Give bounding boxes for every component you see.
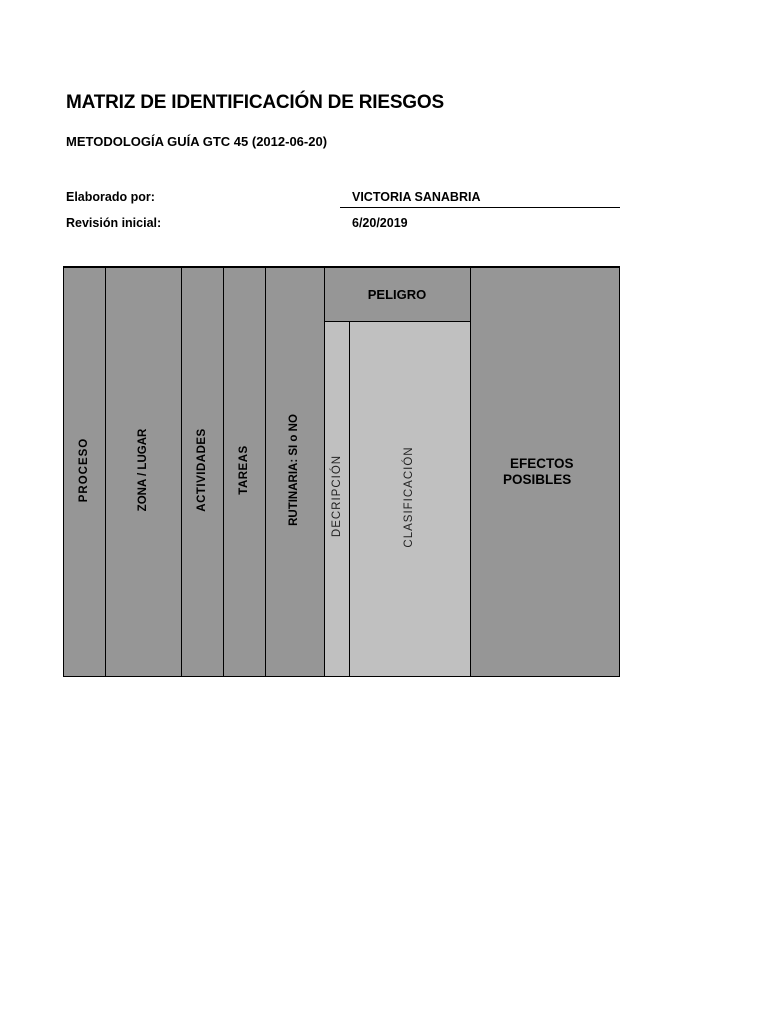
actividades-header: ACTIVIDADES xyxy=(196,428,208,512)
rutinaria-header: RUTINARIA: SI o NO xyxy=(288,414,300,526)
revision-label: Revisión inicial: xyxy=(66,216,162,230)
proceso-header: PROCESO xyxy=(78,437,90,503)
tareas-header: TAREAS xyxy=(238,445,250,495)
matrix-right-border xyxy=(619,266,620,677)
elaborado-underline xyxy=(340,207,620,208)
clasificacion-header: CLASIFICACIÓN xyxy=(403,446,415,548)
matrix-left-border xyxy=(63,266,64,677)
elaborado-label: Elaborado por: xyxy=(66,190,155,204)
document-title: MATRIZ DE IDENTIFICACIÓN DE RIESGOS xyxy=(66,92,444,113)
divider xyxy=(105,266,106,677)
divider xyxy=(349,322,350,677)
document-subtitle: METODOLOGÍA GUÍA GTC 45 (2012-06-20) xyxy=(66,134,328,149)
zona-lugar-header: ZONA / LUGAR xyxy=(137,428,149,512)
divider xyxy=(470,266,471,677)
divider xyxy=(223,266,224,677)
matrix-bottom-border xyxy=(63,676,620,677)
divider xyxy=(181,266,182,677)
revision-value: 6/20/2019 xyxy=(352,216,408,230)
efectos-line-1: EFECTOS xyxy=(510,456,574,471)
efectos-posibles-header xyxy=(473,456,613,488)
risk-matrix-header xyxy=(63,266,620,677)
elaborado-value: VICTORIA SANABRIA xyxy=(352,190,481,204)
peligro-header: PELIGRO xyxy=(367,286,427,302)
divider xyxy=(265,266,266,677)
descripcion-header: DECRIPCIÓN xyxy=(331,454,343,538)
efectos-line-2: POSIBLES xyxy=(503,472,572,487)
divider xyxy=(324,266,325,677)
